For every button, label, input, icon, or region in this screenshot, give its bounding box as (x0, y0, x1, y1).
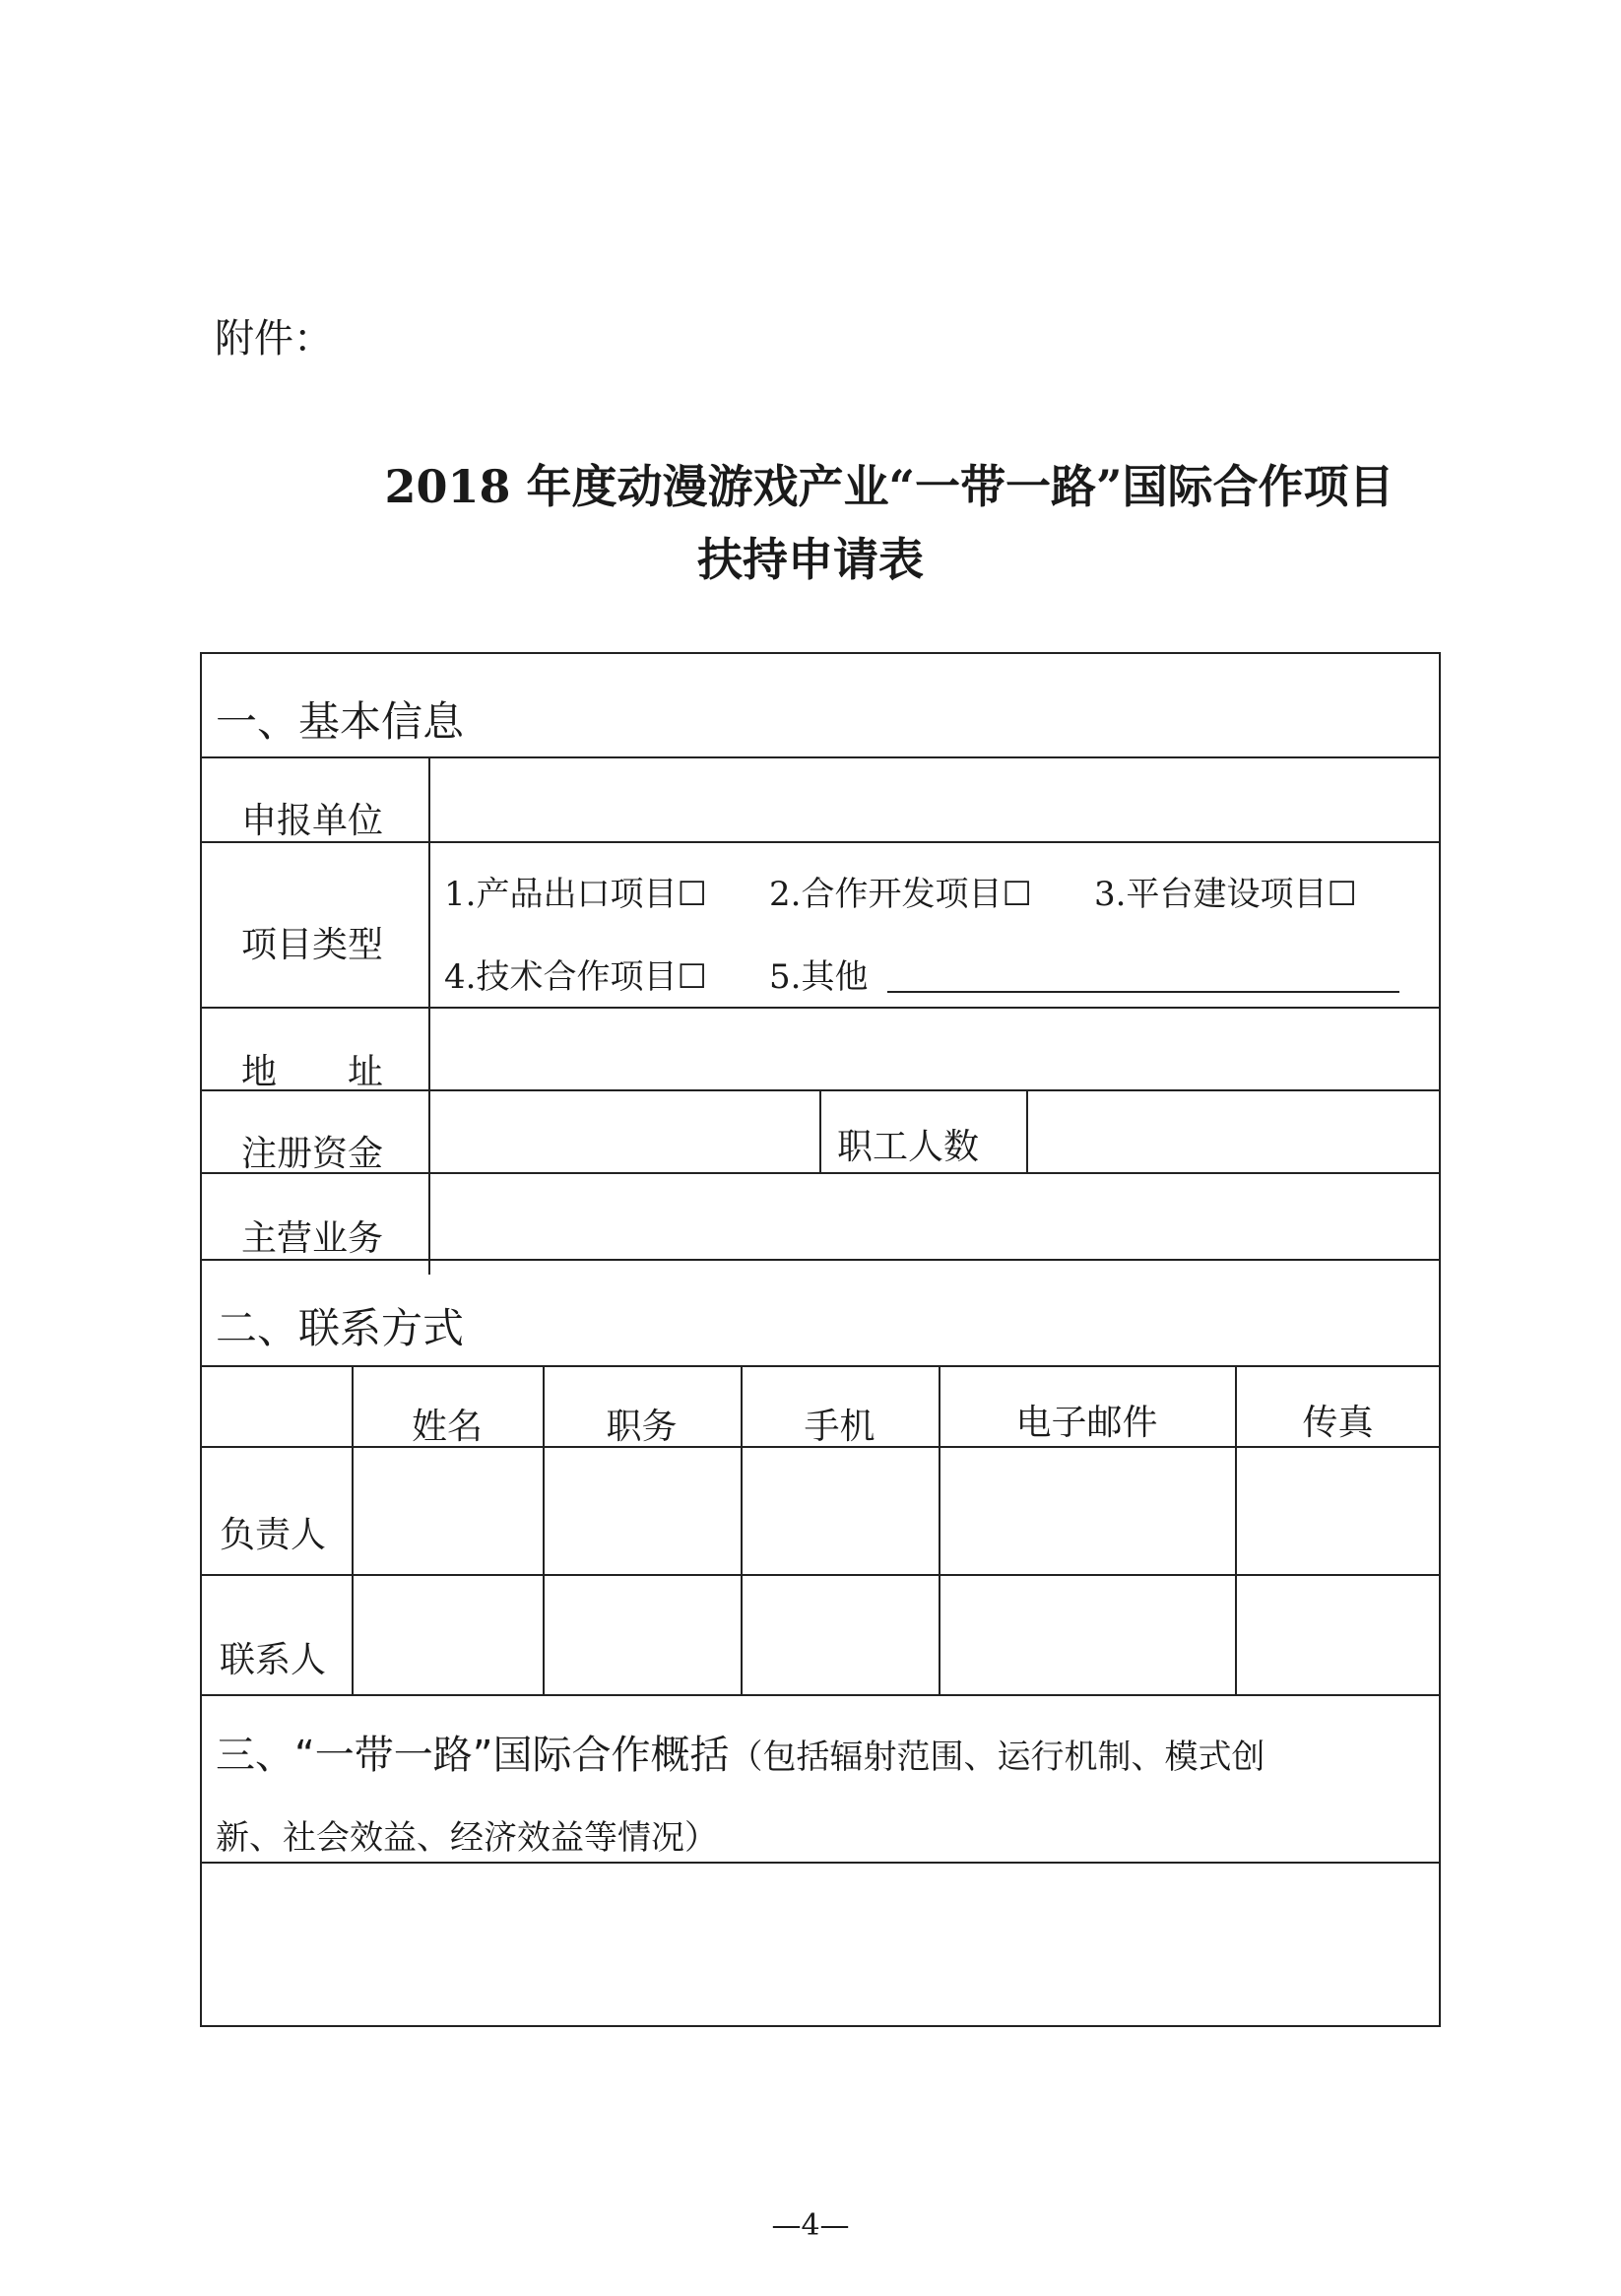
option-technical-cooperation[interactable]: 4.技术合作项目☐ (444, 957, 707, 997)
application-form-table (200, 652, 1441, 2027)
section-cooperation-heading (216, 1724, 1264, 1780)
col-header-fax: 传真 (1302, 1403, 1374, 1443)
label-project-type: 项目类型 (241, 925, 384, 965)
divider (819, 1089, 821, 1172)
divider (202, 1574, 1441, 1576)
label-address: 地 址 (241, 1052, 384, 1092)
section-basic-heading: 一、基本信息 (216, 697, 465, 746)
divider (202, 1089, 1441, 1091)
divider (202, 1365, 1441, 1367)
option-platform-construction[interactable]: 3.平台建设项目☐ (1094, 875, 1357, 914)
col-header-mobile: 手机 (804, 1407, 875, 1447)
attachment-label: 附件： (215, 316, 333, 361)
divider (1026, 1089, 1028, 1172)
label-applicant: 申报单位 (241, 801, 384, 841)
page-number: —4— (771, 2208, 850, 2243)
divider (202, 1862, 1441, 1864)
option-joint-development[interactable]: 2.合作开发项目☐ (769, 875, 1032, 914)
option-product-export[interactable]: 1.产品出口项目☐ (444, 875, 707, 914)
section-contact-heading: 二、联系方式 (216, 1304, 465, 1352)
row-label-contact: 联系人 (220, 1640, 327, 1680)
divider (202, 1446, 1441, 1448)
divider (202, 1694, 1441, 1696)
cooperation-note-line2: 新、社会效益、经济效益等情况） (216, 1818, 718, 1858)
form-title: 2018 年度动漫游戏产业“一带一路”国际合作项目 (384, 460, 1394, 513)
divider (202, 1007, 1441, 1009)
label-registered-capital: 注册资金 (241, 1134, 384, 1174)
col-header-email: 电子邮件 (1015, 1403, 1158, 1443)
col-header-name: 姓名 (411, 1407, 483, 1447)
divider (202, 841, 1441, 843)
label-staff-count: 职工人数 (837, 1127, 980, 1167)
divider (202, 756, 1441, 758)
divider (202, 1172, 1441, 1174)
divider (428, 756, 430, 1275)
option-other[interactable]: 5.其他 (769, 957, 869, 997)
cooperation-heading-text: 三、“一带一路”国际合作概括 (216, 1733, 730, 1778)
col-header-position: 职务 (606, 1407, 678, 1447)
label-main-business: 主营业务 (241, 1218, 384, 1259)
other-fill-line[interactable] (887, 991, 1399, 993)
row-label-head: 负责人 (220, 1515, 327, 1555)
form-subtitle: 扶持申请表 (697, 533, 924, 586)
cooperation-note-line1: （包括辐射范围、运行机制、模式创 (729, 1738, 1265, 1777)
divider (202, 1259, 1441, 1261)
